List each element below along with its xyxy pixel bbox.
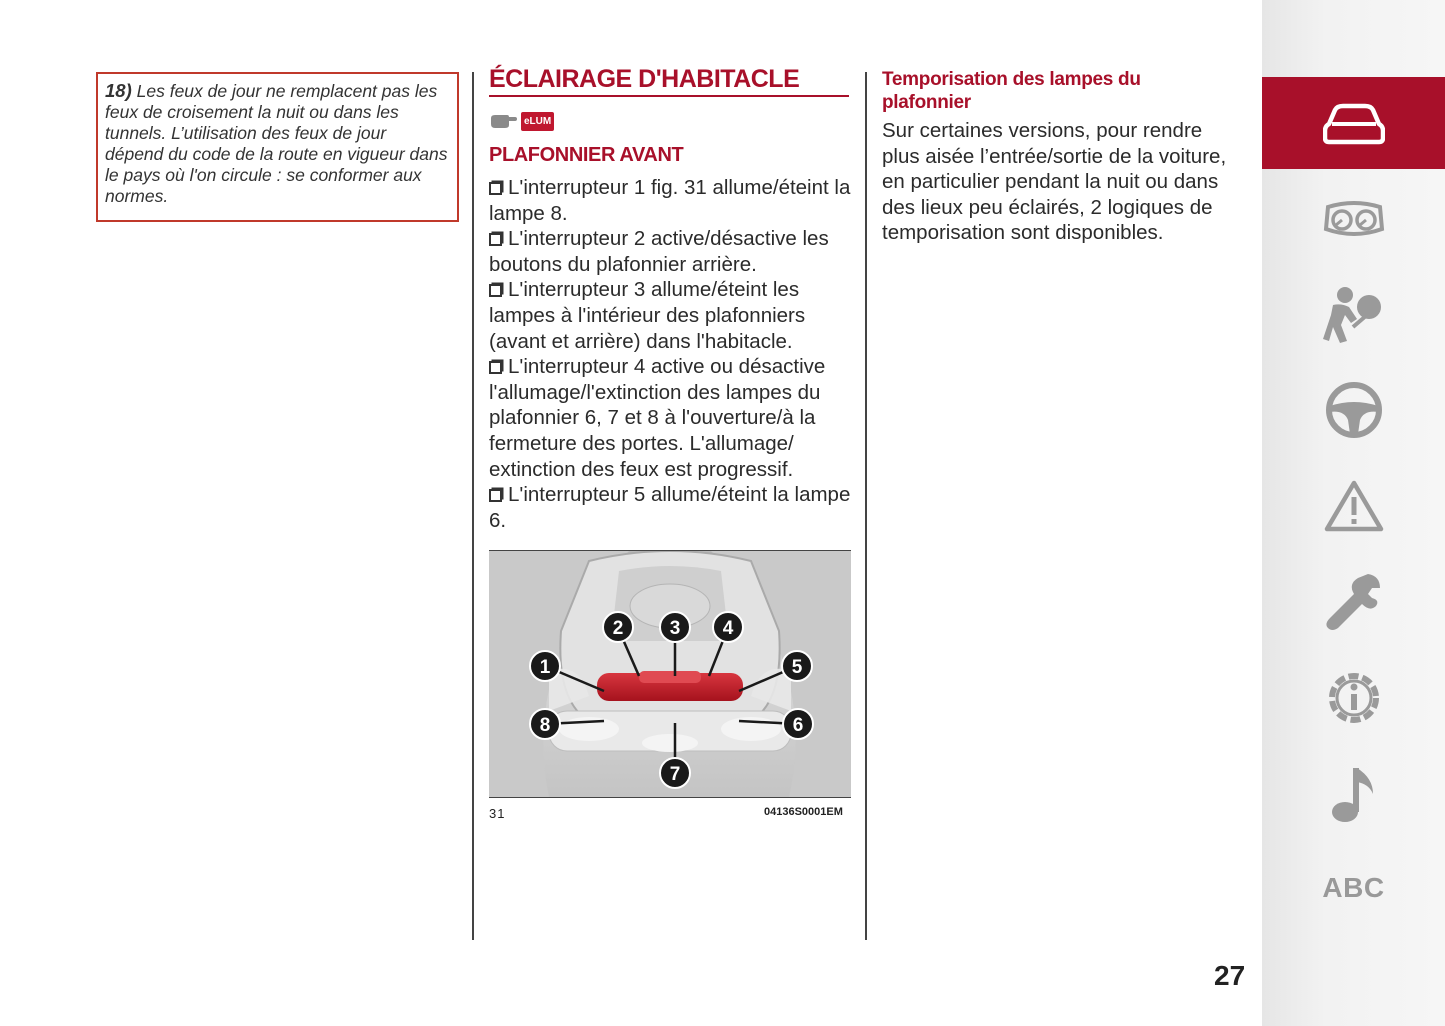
sidebar-item-dashboard[interactable] [1262, 174, 1445, 266]
checkbox-bullet-icon [489, 489, 502, 502]
subsection-title: PLAFONNIER AVANT [489, 144, 684, 166]
checkbox-bullet-icon [489, 182, 502, 195]
sidebar-item-safety[interactable] [1262, 268, 1445, 360]
sidebar-item-emergency[interactable] [1262, 460, 1445, 552]
sidebar-abc-label: ABC [1322, 872, 1385, 903]
checkbox-bullet-icon [489, 233, 502, 246]
figure-code: 04136S0001EM [764, 806, 843, 818]
elum-badge: eLUM [521, 112, 554, 131]
right-section-title: Temporisation des lampes du plafonnier [882, 69, 1141, 113]
note-text: Les feux de jour ne remplacent pas les feux de croisement la nuit ou dans les tunnels. L’utilisation des feux de jour dépend du code de la route en vigueur dans le pays où l'on circule : se conformer aux normes. [105, 81, 448, 206]
bullet-item: L'interrupteur 1 fig. 31 allume/éteint la lampe 8. [489, 176, 851, 225]
music-note-icon [1329, 764, 1379, 824]
bullet-list [489, 175, 851, 533]
ceiling-light-figure [489, 550, 851, 798]
checkbox-bullet-icon [489, 361, 502, 374]
checkbox-bullet-icon [489, 284, 502, 297]
callout-1-label: 1 [539, 657, 551, 678]
sidebar-item-maintenance[interactable] [1262, 556, 1445, 648]
ceiling-light-illustration [489, 551, 851, 797]
pointing-hand-icon [489, 111, 517, 131]
callout-3-label: 3 [669, 618, 681, 639]
steering-wheel-icon [1324, 380, 1384, 440]
callout-6-label: 6 [792, 715, 804, 736]
chapter-sidebar [1262, 0, 1445, 1026]
dashboard-icon [1322, 199, 1386, 241]
callout-5-label: 5 [791, 657, 803, 678]
figure-caption: 31 [489, 806, 506, 821]
column-divider [472, 72, 474, 940]
wrench-icon [1324, 570, 1384, 634]
callout-8-label: 8 [539, 715, 551, 736]
note-box [96, 72, 459, 222]
technical-data-icon [1323, 667, 1385, 729]
bullet-item: L'interrupteur 5 allume/éteint la lampe 6. [489, 483, 851, 532]
warning-triangle-icon [1324, 479, 1384, 533]
feature-icon-row [489, 108, 554, 134]
airbag-icon [1323, 285, 1385, 343]
right-section-text: Sur certaines versions, pour rendre plus aisée l’entrée/sortie de la voiture, en particulier pendant la nuit ou dans des lieux peu éclairés, 2 logiques de temporisation sont disponibles. [882, 119, 1227, 245]
section-title: ÉCLAIRAGE D'HABITACLE [489, 64, 849, 97]
callout-2-label: 2 [612, 618, 624, 639]
page-number: 27 [1214, 960, 1246, 991]
sidebar-item-multimedia[interactable] [1262, 748, 1445, 840]
callout-7-label: 7 [669, 764, 681, 785]
column-divider [865, 72, 867, 940]
note-number: 18) [105, 80, 132, 101]
sidebar-item-driving[interactable] [1262, 364, 1445, 456]
bullet-item: L'interrupteur 4 active ou désactive l'allumage/l'extinction des lampes du plafonnier 6, 7 et 8 à l'ouverture/à la fermeture des portes. L'allumage/ extinction des feux est progressif. [489, 355, 826, 481]
callout-4-label: 4 [722, 618, 734, 639]
sidebar-item-index[interactable] [1262, 842, 1445, 934]
sidebar-item-vehicle[interactable] [1262, 77, 1445, 169]
bullet-item: L'interrupteur 3 allume/éteint les lampes à l'intérieur des plafonniers (avant et arrière) dans l'habitacle. [489, 278, 806, 353]
car-icon [1323, 98, 1385, 148]
bullet-item: L'interrupteur 2 active/désactive les boutons du plafonnier arrière. [489, 227, 829, 276]
sidebar-item-technical-data[interactable] [1262, 652, 1445, 744]
